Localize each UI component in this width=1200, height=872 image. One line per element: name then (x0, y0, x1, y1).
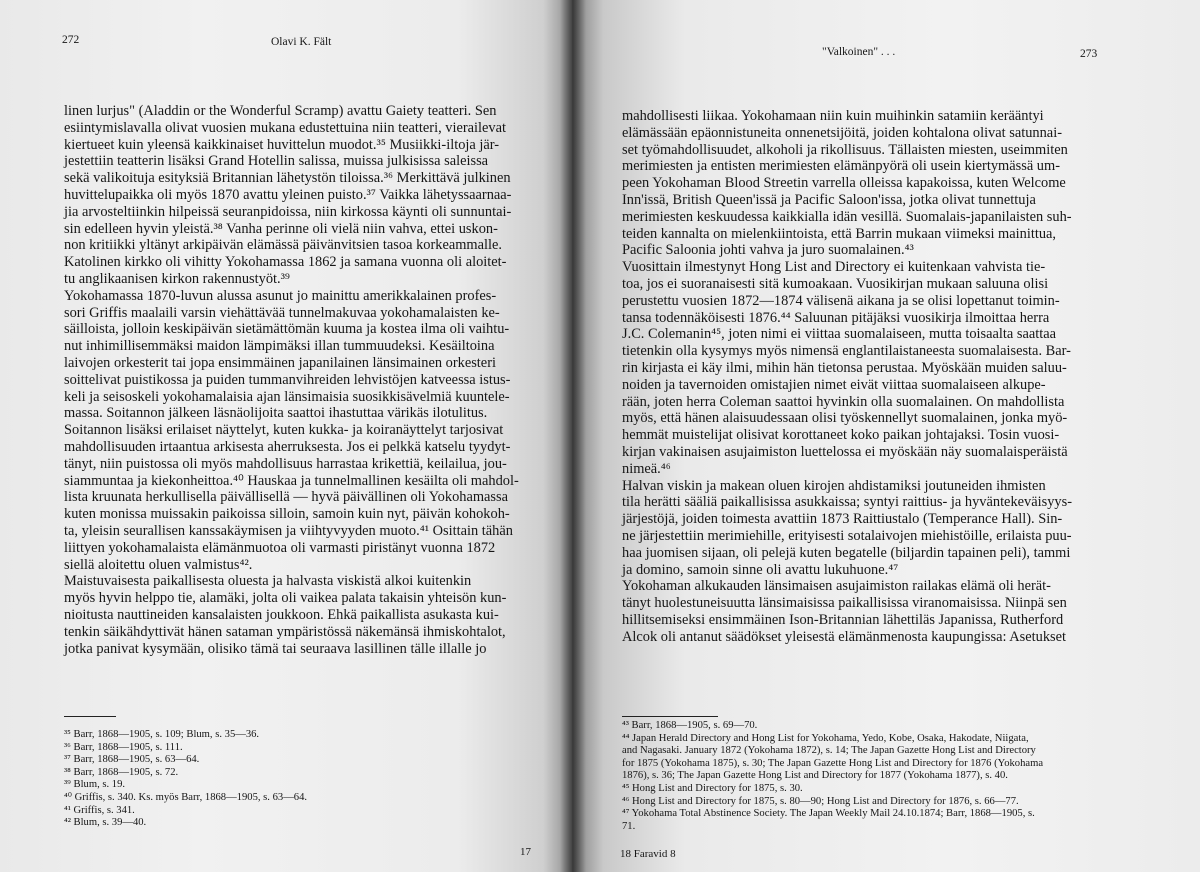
text-line: kiertueet kuin yleensä kaikkinaiset huvittelun muodot.³⁵ Musiikki-iltoja jär- (64, 136, 500, 153)
right-signature-mark: 18 Faravid 8 (620, 848, 676, 860)
text-line: Alcok oli antanut säädökset yleisestä elämänmenosta kaupungissa: Asetukset (622, 628, 1067, 645)
text-line: rään, joten herra Coleman saattoi hyvinkin olla suomalainen. On mahdollista (622, 393, 1065, 410)
text-line: Vuosittain ilmestynyt Hong List and Directory ei kuitenkaan vahvista tie- (622, 259, 1046, 276)
left-footnote-rule (64, 716, 116, 717)
left-signature-mark: 17 (520, 846, 531, 858)
text-line: ja domino, samoin sinne oli avattu lukuhuone.⁴⁷ (622, 561, 899, 578)
text-line: kuten monissa muissakin paikoissa silloin, samoin kuin nyt, päivän kohokoh- (64, 506, 510, 523)
footnote-line: ⁴³ Barr, 1868—1905, s. 69—70. (622, 720, 758, 731)
footnote-line: 1876), s. 36; The Japan Gazette Hong List and Directory for 1877 (Yokohama 1877), s. 40. (622, 770, 1008, 782)
text-line: ta, yleisin seurallisen kanssakäymisen ja viihtyvyyden muoto.⁴¹ Osittain tähän (64, 522, 513, 539)
right-page (572, 0, 1200, 872)
text-line: Yokohamassa 1870-luvun alussa asunut jo mainittu amerikkalainen profes- (64, 287, 497, 304)
right-body-text (622, 108, 1152, 646)
text-line: non kritiikki yltänyt arkipäivän elämässä päivänvitsien tasoa korkeammalle. (64, 237, 502, 254)
footnote-line: ⁴⁵ Hong List and Directory for 1875, s. 30. (622, 782, 803, 794)
text-line: set työmahdollisuudet, alkoholi ja rikollisuus. Tällaisten miesten, useimmiten (622, 141, 1068, 158)
text-line: huvittelupaikka oli myös 1870 avattu yleinen puisto.³⁷ Vaikka lähetyssaarnaa- (64, 186, 512, 203)
text-line: noiden ja tavernoiden omistajien nimet eivät viittaa suomalaiseen alkupe- (622, 376, 1046, 393)
text-line: peen Yokohaman Blood Streetin varrella olleissa kapakoissa, kuten Welcome (622, 175, 1066, 192)
right-running-head: "Valkoinen" . . . (822, 46, 896, 58)
footnote-line: ⁴¹ Griffis, s. 341. (64, 804, 135, 816)
text-line: nimeä.⁴⁶ (622, 460, 671, 477)
text-line: rin kirjasta ei käy ilmi, mihin hän tietonsa perustaa. Myöskään muiden saluu- (622, 359, 1067, 376)
text-line: siammuntaa ja kiekonheittoa.⁴⁰ Hauskaa ja tunnelmallinen kesäilta oli mahdol- (64, 472, 519, 489)
right-footnote-rule (622, 716, 718, 717)
text-line: tenkin säikähdyttivät hänen sataman ympäristössä näkemänsä ihmiskohtalot, (64, 623, 506, 640)
text-line: Maistuvaisesta paikallisesta oluesta ja halvasta viskistä alkoi kuitenkin (64, 573, 472, 590)
text-line: toa, jos ei suoranaisesti sitä kumoakaan. Vuosikirjan mukaan saluuna olisi (622, 275, 1049, 292)
text-line: nioitusta nauttineiden kansalaisten joukkoon. Ehkä paikallista asukasta kui- (64, 606, 499, 623)
text-line: laivojen orkesterit tai jopa ensimmäinen japanilainen länsimainen orkesteri (64, 354, 496, 371)
left-page (0, 0, 572, 872)
footnote-line: ⁴⁶ Hong List and Directory for 1875, s. 80—90; Hong List and Directory for 1876, s. 66—77. (622, 795, 1019, 807)
text-line: J.C. Colemanin⁴⁵, joten nimi ei viittaa suomalaiseen, mutta toisaalta saattaa (622, 326, 1057, 343)
text-line: tila herätti sääliä paikallisissa asukkaissa; syntyi raittius- ja hyväntekeväisyys- (622, 494, 1072, 511)
text-line: tietenkin olla kysymys myös nimensä englantilaistaneesta suomalaisesta. Bar- (622, 343, 1071, 360)
text-line: hemmät muistelijat olisivat korottaneet koko paikan johtajaksi. Tosin vuosi- (622, 427, 1060, 444)
footnote-line: ⁴⁷ Yokohama Total Abstinence Society. The Japan Weekly Mail 24.10.1874; Barr, 1868—1905, s. (622, 808, 1035, 820)
text-line: siellä aloitettu oluen valmistus⁴². (64, 556, 253, 573)
text-line: jestettiin teatterin lisäksi Grand Hotellin salissa, muissa julkisissa saleissa (64, 153, 489, 170)
footnote-line: ³⁸ Barr, 1868—1905, s. 72. (64, 766, 179, 778)
left-page-number: 272 (62, 34, 80, 46)
text-line: tänyt, niin puistossa oli myös mahdollisuus harrastaa krikettiä, keilailua, jou- (64, 455, 507, 472)
text-line: sin edelleen hyvin yleistä.³⁸ Vanha perinne oli vielä niin vahva, ettei uskon- (64, 220, 498, 237)
text-line: säilloista, jolloin keskipäivän sietämättömän kuuma ja kostea ilma oli vaihtu- (64, 321, 510, 338)
text-line: linen lurjus" (Aladdin or the Wonderful Scramp) avattu Gaiety teatteri. Sen (64, 103, 497, 119)
text-line: tänyt huolestuneisuutta länsimaisissa paikallisissa viranomaisissa. Niinpä sen (622, 595, 1067, 612)
footnote-line: ³⁷ Barr, 1868—1905, s. 63—64. (64, 754, 200, 766)
text-line: mahdollisuuden irtaantua arkisesta aherruksesta. Jos ei pelkkä katselu tyydyt- (64, 438, 511, 455)
text-line: tu anglikaanisen kirkon rakennustyöt.³⁹ (64, 270, 290, 287)
text-line: Yokohaman alkukauden länsimaisen asujaimiston railakas elämä oli herät- (622, 578, 1051, 595)
text-line: esiintymislavalla olivat vuosien mukana edustettuina niin teatteri, vierailevat (64, 119, 506, 136)
text-line: keli ja seisoskeli yokohamalaisia ajan länsimaisia suosikkisävelmiä kuuntele- (64, 388, 510, 405)
footnote-line: and Nagasaki. January 1872 (Yokohama 1872), s. 14; The Japan Gazette Hong List and Directory (622, 745, 1036, 757)
text-line: Pacific Saloonia johti vahva ja juro suomalainen.⁴³ (622, 242, 914, 259)
left-running-head: Olavi K. Fält (271, 36, 332, 48)
text-line: Inn'issä, British Queen'issä ja Pacific Saloon'issa, jotka olivat tunnettuja (622, 191, 1036, 208)
footnote-line: 71. (622, 820, 636, 832)
text-line: ne järjestettiin merimiehille, erityisesti sotalaivojen miehistöille, erilaista puu- (622, 527, 1072, 544)
text-line: kirjan vakinaisen asujaimiston luettelossa ei myöskään näy suomalaisperäistä (622, 443, 1068, 460)
footnote-line: ³⁶ Barr, 1868—1905, s. 111. (64, 741, 183, 753)
text-line: järjestöjä, joiden toimesta avattiin 1873 Raittiustalo (Temperance Hall). Sin- (622, 511, 1063, 528)
text-line: liittyen yokohamalaista elämänmuotoa oli varmasti piristänyt vuonna 1872 (64, 539, 496, 556)
footnote-line: ³⁹ Blum, s. 19. (64, 779, 126, 791)
footnote-line: ⁴⁰ Griffis, s. 340. Ks. myös Barr, 1868—1905, s. 63—64. (64, 791, 308, 803)
footnote-line: for 1875 (Yokohama 1875), s. 30; The Japan Gazette Hong List and Directory for 1876 (Yokohama (622, 757, 1044, 769)
text-line: jia arvosteltiinkin hilpeissä seuranpidoissa, niin kirkossa käynti oli sunnuntai- (64, 203, 512, 220)
text-line: massa. Soitannon jälkeen läsnäolijoita saattoi ihastuttaa värikäs ilotulitus. (64, 405, 488, 422)
text-line: sori Griffis maalaili varsin viehättävää tunnelmakuvaa yokohamalaisten ke- (64, 304, 500, 321)
footnote-line: ³⁵ Barr, 1868—1905, s. 109; Blum, s. 35—36. (64, 729, 260, 740)
text-line: merimiesten keskuudessa kaikkialla idän vesillä. Suomalais-japanilaisten suh- (622, 208, 1072, 225)
right-page-number: 273 (1080, 48, 1098, 60)
text-line: teiden kannalta on mielenkiintoista, että Barrin mukaan viimeksi mainittua, (622, 225, 1057, 242)
text-line: myös hyvin helppo tie, alamäki, jolta oli vaikea palata takaisin yhteisön kun- (64, 590, 507, 607)
text-line: lista kruunata herkullisella päivällisellä — hyvä päivällinen oli Yokohamassa (64, 489, 509, 506)
footnote-line: ⁴⁴ Japan Herald Directory and Hong List for Yokohama, Yedo, Kobe, Osaka, Hakodate, Niigata, (622, 732, 1029, 744)
text-line: hillitsemiseksi ensimmäinen Ison-Britannian lähettiläs Japanissa, Rutherford (622, 611, 1064, 628)
text-line: merimiesten ja entisten merimiesten elämänpyörä oli usein kiertymässä um- (622, 158, 1060, 175)
text-line: myös, että hänen alaisuudessaan olisi työskennellyt suomalainen, jonka myö- (622, 410, 1068, 427)
left-footnotes (64, 729, 484, 830)
text-line: Soitannon lisäksi erilaiset näyttelyt, kuten kukka- ja koiranäyttelyt tarjosivat (64, 422, 504, 439)
left-body-text (64, 103, 554, 657)
text-line: nut inhimillisemmäksi maidon lämpimäksi illan tummuudeksi. Kesäiltoina (64, 338, 495, 355)
text-line: elämässään epäonnistuneita onnenetsijöitä, joiden kohtalona olivat satunnai- (622, 124, 1062, 141)
book-gutter-shadow (560, 0, 586, 872)
footnote-line: ⁴² Blum, s. 39—40. (64, 817, 147, 829)
text-line: jotka panivat kysymään, olisiko tämä tai seuraava lasillinen tälle illalle jo (64, 640, 487, 657)
text-line: Katolinen kirkko oli vihitty Yokohamassa 1862 ja samana vuonna oli aloitet- (64, 254, 507, 271)
text-line: haa juomisen sijaan, oli pelejä kuten begatelle (biljardin tapainen peli), tammi (622, 544, 1071, 561)
text-line: soittelivat puistikossa ja puiden tummanvihreiden lehvistöjen katveessa istus- (64, 371, 511, 388)
text-line: Halvan viskin ja makean oluen kirojen ahdistamiksi joutuneiden ihmisten (622, 477, 1046, 494)
text-line: mahdollisesti liikaa. Yokohamaan niin kuin muihinkin satamiin kerääntyi (622, 108, 1044, 124)
text-line: perustettu vuosien 1872—1874 välisenä aikana ja se olisi lopettanut toimin- (622, 292, 1060, 309)
right-footnotes (622, 720, 1162, 833)
text-line: sekä valikoituja esityksiä Britannian lähetystön tiloissa.³⁶ Merkittävä julkinen (64, 170, 511, 187)
text-line: tansa todennäköisesti 1876.⁴⁴ Saluunan pitäjäksi vuosikirja ilmoittaa herra (622, 309, 1050, 326)
